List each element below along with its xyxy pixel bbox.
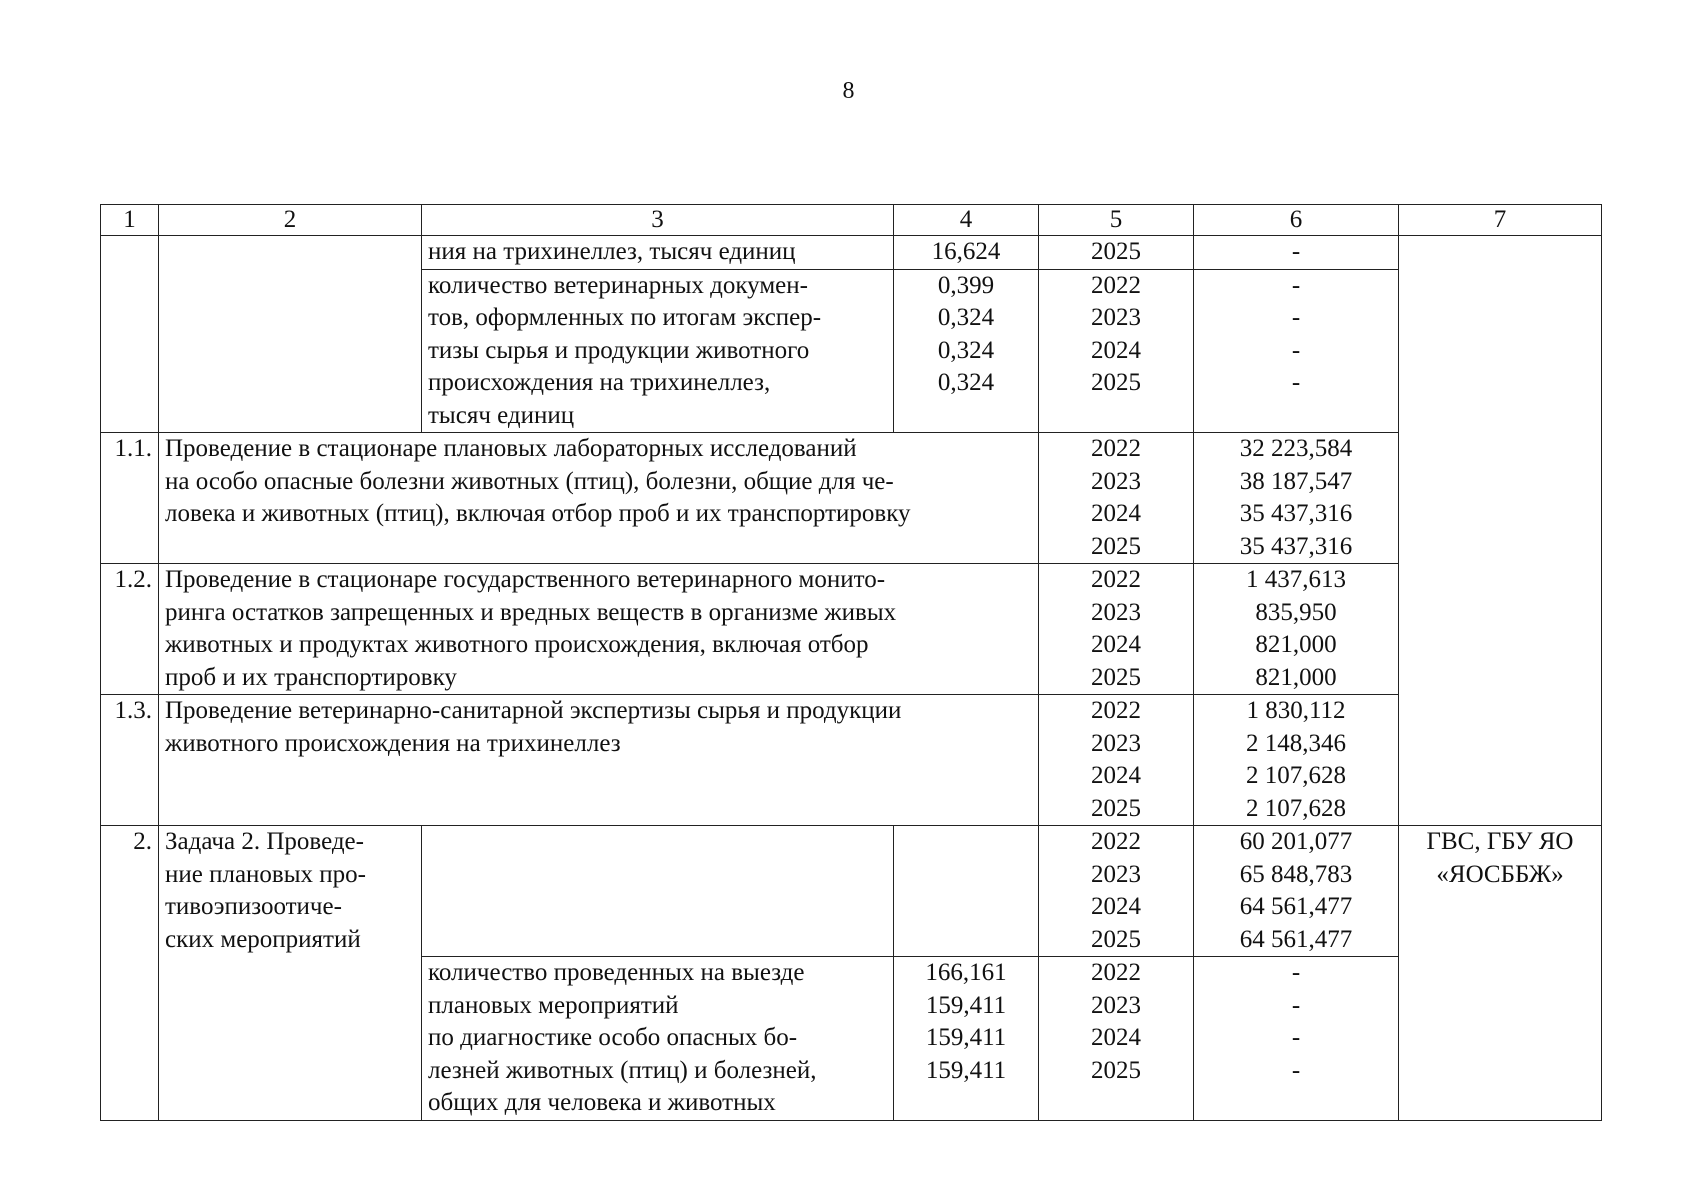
indicator-text-line: ния на трихинеллез, тысяч единиц [428,238,796,265]
year: 2024 [1091,500,1141,527]
amount: 64 561,477 [1239,925,1353,953]
indicator-text-line: происхождения на трихинеллез, [428,369,771,396]
empty-cell [894,826,1039,957]
year: 2022 [1091,828,1141,855]
amount: 1 830,112 [1246,697,1346,724]
value-cell [894,236,1039,270]
indicator-cell [422,957,894,1121]
year: 2022 [1091,566,1141,593]
header-cell: 1 [101,205,159,236]
measure-description [159,564,1039,695]
year-cell [1039,269,1194,433]
year: 2024 [1091,336,1141,364]
amount: - [1291,271,1301,299]
measure-text-line: на особо опасные болезни животных (птиц), болезни, общие для че- [165,467,894,495]
amount: 38 187,547 [1239,467,1353,495]
measure-row [101,695,1602,826]
year: 2022 [1091,959,1141,986]
amount: 35 437,316 [1239,532,1353,560]
amount: - [1291,959,1301,986]
year: 2022 [1091,271,1141,299]
measure-text-line: ринга остатков запрещенных и вредных веществ в организме живых [165,598,897,626]
indicator-value: 0,399 [937,271,995,299]
year: 2023 [1091,598,1141,626]
measure-number: 1.3. [101,695,159,826]
amount: - [1291,304,1301,331]
header-cell: 3 [422,205,894,236]
task-row [101,826,1602,957]
measure-text-line: Проведение ветеринарно-санитарной экспертизы сырья и продукции [165,697,902,724]
empty-cell [159,236,422,433]
header-cell: 4 [894,205,1039,236]
executor-line: ГВС, ГБУ ЯО [1426,828,1574,855]
amount: 2 148,346 [1246,729,1346,757]
indicator-value: 0,324 [937,304,995,331]
year: 2024 [1091,893,1141,920]
amount: 60 201,077 [1239,828,1353,855]
amount-cell [1194,269,1399,433]
year: 2025 [1091,238,1141,265]
indicator-text-line: лезней животных (птиц) и болезней, [428,1056,817,1084]
measure-row [101,564,1602,695]
indicator-value: 159,411 [925,1024,1007,1051]
indicator-text-line: тизы сырья и продукции животного [428,336,810,364]
measure-number: 1.2. [101,564,159,695]
empty-cell [101,236,159,433]
executor-cell [1399,826,1602,1121]
indicator-cell [422,269,894,433]
measure-row [101,433,1602,564]
year-cell [1039,433,1194,564]
value-cell [894,957,1039,1121]
amount: 821,000 [1255,631,1337,658]
indicator-value: 159,411 [925,1056,1007,1084]
executor-cell [1399,236,1602,826]
table-row [101,236,1602,270]
indicator-text-line: тов, оформленных по итогам экспер- [428,304,822,331]
task-title [159,826,422,1121]
measure-description [159,695,1039,826]
year: 2025 [1091,1056,1141,1084]
amount: - [1291,991,1301,1019]
measure-text-line: животного происхождения на трихинеллез [165,729,621,757]
task-title-line: Задача 2. Проведе- [165,828,364,855]
year: 2025 [1091,532,1141,560]
indicator-value: 166,161 [925,959,1007,986]
year: 2024 [1091,631,1141,658]
measure-text-line: Проведение в стационаре плановых лабораторных исследований [165,435,857,462]
indicator-value: 0,324 [937,369,995,396]
indicator-text-line: плановых мероприятий [428,991,679,1019]
year: 2025 [1091,925,1141,953]
amount: 65 848,783 [1239,860,1353,888]
measure-text-line: животных и продуктах животного происхождения, включая отбор [165,631,869,658]
indicator-text-line: тысяч единиц [428,401,575,429]
amount: 821,000 [1255,663,1337,691]
empty-cell [422,826,894,957]
indicator-text-line: по диагностике особо опасных бо- [428,1024,798,1051]
indicator-value: 0,324 [937,336,995,364]
year: 2024 [1091,1024,1141,1051]
year-cell [1039,236,1194,270]
year: 2023 [1091,991,1141,1019]
year: 2023 [1091,860,1141,888]
amount-cell [1194,826,1399,957]
year-cell [1039,695,1194,826]
amount: - [1291,1024,1301,1051]
task-title-line: тивоэпизоотиче- [165,893,342,920]
header-cell: 2 [159,205,422,236]
header-cell: 7 [1399,205,1602,236]
measure-description [159,433,1039,564]
program-table [100,204,1602,1121]
indicator-cell [422,236,894,270]
year-cell [1039,957,1194,1121]
amount: 2 107,628 [1246,762,1346,789]
year-cell [1039,564,1194,695]
value-cell [894,269,1039,433]
amount-cell [1194,957,1399,1121]
indicator-text-line: количество проведенных на выезде [428,959,805,986]
task-title-line: ских мероприятий [165,925,361,953]
amount-cell [1194,564,1399,695]
amount: - [1291,1056,1301,1084]
measure-number: 1.1. [101,433,159,564]
amount: - [1291,238,1301,265]
page-number: 8 [842,78,855,104]
indicator-text-line: общих для человека и животных [428,1089,776,1116]
header-cell: 5 [1039,205,1194,236]
year: 2025 [1091,794,1141,822]
year: 2023 [1091,729,1141,757]
table-header-row [101,205,1602,236]
amount-cell [1194,433,1399,564]
year: 2023 [1091,304,1141,331]
year: 2024 [1091,762,1141,789]
amount: 835,950 [1255,598,1337,626]
amount-cell [1194,695,1399,826]
indicator-value: 16,624 [931,238,1001,265]
year: 2022 [1091,435,1141,462]
measure-text-line: проб и их транспортировку [165,663,457,691]
amount: - [1291,336,1301,364]
amount: 32 223,584 [1239,435,1353,462]
year: 2025 [1091,663,1141,691]
executor-line: «ЯОСББЖ» [1436,860,1564,888]
task-title-line: ние плановых про- [165,860,366,888]
year: 2022 [1091,697,1141,724]
task-number: 2. [101,826,159,1121]
indicator-text-line: количество ветеринарных докумен- [428,271,808,299]
measure-text-line: Проведение в стационаре государственного ветеринарного монито- [165,566,886,593]
year: 2025 [1091,369,1141,396]
header-cell: 6 [1194,205,1399,236]
amount: 64 561,477 [1239,893,1353,920]
amount-cell [1194,236,1399,270]
measure-text-line: ловека и животных (птиц), включая отбор проб и их транспортировку [165,500,911,527]
amount: - [1291,369,1301,396]
amount: 35 437,316 [1239,500,1353,527]
year-cell [1039,826,1194,957]
indicator-value: 159,411 [925,991,1007,1019]
amount: 2 107,628 [1246,794,1346,822]
amount: 1 437,613 [1246,566,1346,593]
year: 2023 [1091,467,1141,495]
